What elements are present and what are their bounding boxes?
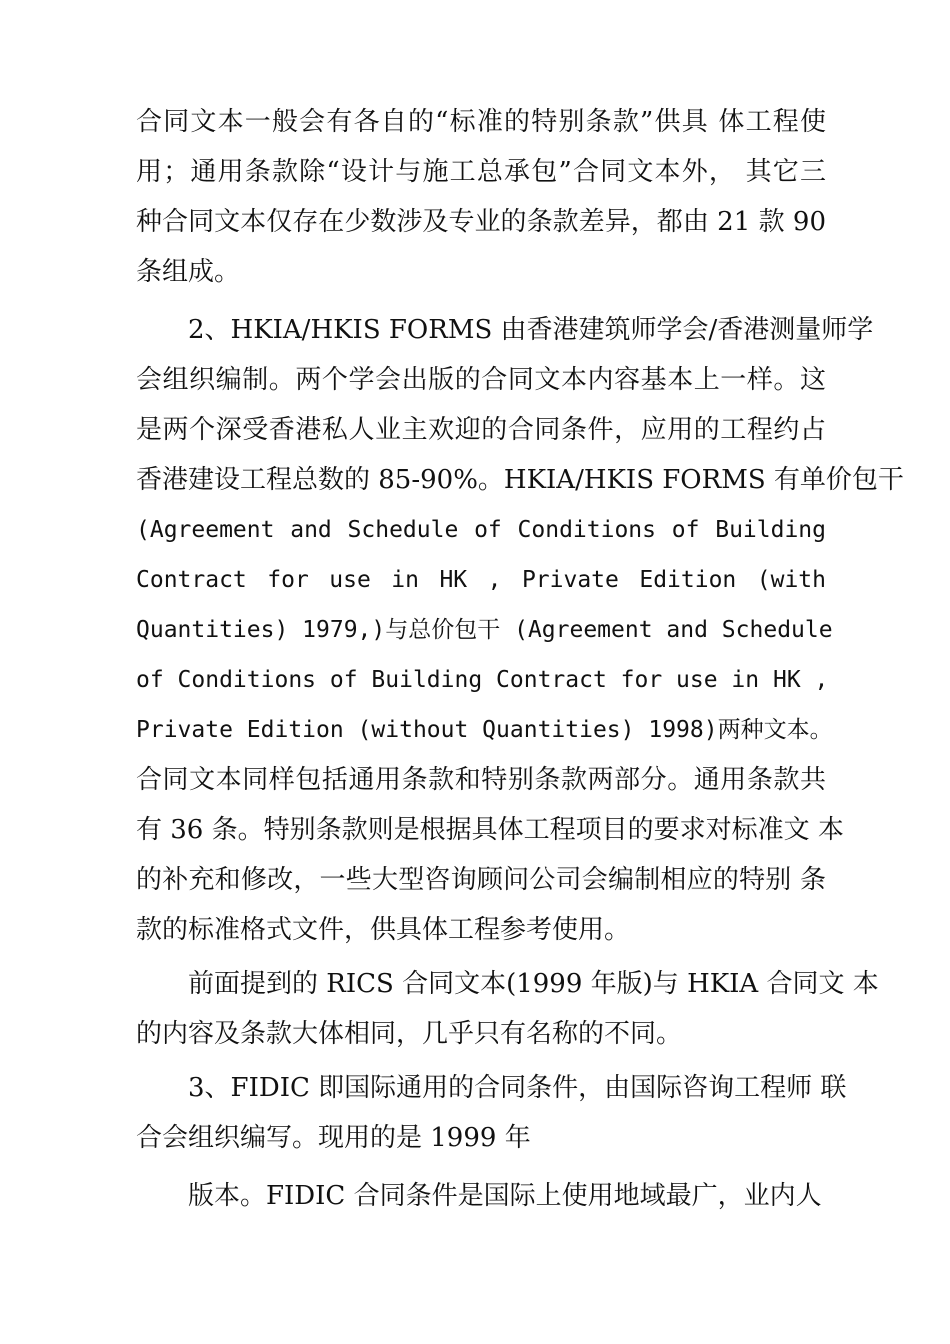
text-line: 3、FIDIC 即国际通用的合同条件，由国际咨询工程师 联 bbox=[188, 1073, 847, 1103]
text-line: 种合同文本仅存在少数涉及专业的条款差异，都由 21 款 90 bbox=[136, 207, 826, 237]
text-line: 合同文本同样包括通用条款和特别条款两部分。通用条款共 bbox=[136, 765, 826, 795]
body-text bbox=[136, 97, 904, 1221]
text-line: 条组成。 bbox=[136, 257, 241, 287]
text-line: 香港建设工程总数的 85-90%。HKIA/HKIS FORMS 有单价包干 bbox=[136, 465, 904, 495]
text-line: 的补充和修改，一些大型咨询顾问公司会编制相应的特别 条 bbox=[136, 865, 826, 895]
text-line: 有 36 条。特别条款则是根据具体工程项目的要求对标准文 本 bbox=[136, 815, 844, 845]
text-line: 会组织编制。两个学会出版的合同文本内容基本上一样。这 bbox=[136, 365, 826, 395]
text-line: 版本。FIDIC 合同条件是国际上使用地域最广，业内人 bbox=[188, 1181, 822, 1211]
text-line: 2、HKIA/HKIS FORMS 由香港建筑师学会/香港测量师学 bbox=[188, 315, 874, 345]
text-line: 合会组织编写。现用的是 1999 年 bbox=[136, 1123, 531, 1153]
text-line: Private Edition (without Quantities) 1998)两种文本。 bbox=[136, 717, 833, 743]
text-line: 是两个深受香港私人业主欢迎的合同条件，应用的工程约占 bbox=[136, 415, 826, 445]
text-line: of Conditions of Building Contract for use in HK , bbox=[136, 667, 829, 693]
text-line: (Agreement and Schedule of Conditions of Building bbox=[136, 517, 826, 543]
text-line: Contract for use in HK , Private Edition (with bbox=[136, 567, 826, 593]
text-line: Quantities) 1979,)与总价包干 (Agreement and Schedule bbox=[136, 617, 833, 643]
text-line: 用；通用条款除“设计与施工总承包”合同文本外， 其它三 bbox=[136, 157, 826, 187]
text-line: 款的标准格式文件，供具体工程参考使用。 bbox=[136, 915, 631, 945]
text-line: 的内容及条款大体相同，几乎只有名称的不同。 bbox=[136, 1019, 683, 1049]
text-line: 前面提到的 RICS 合同文本(1999 年版)与 HKIA 合同文 本 bbox=[188, 969, 879, 999]
text-line: 合同文本一般会有各自的“标准的特别条款”供具 体工程使 bbox=[136, 107, 826, 137]
